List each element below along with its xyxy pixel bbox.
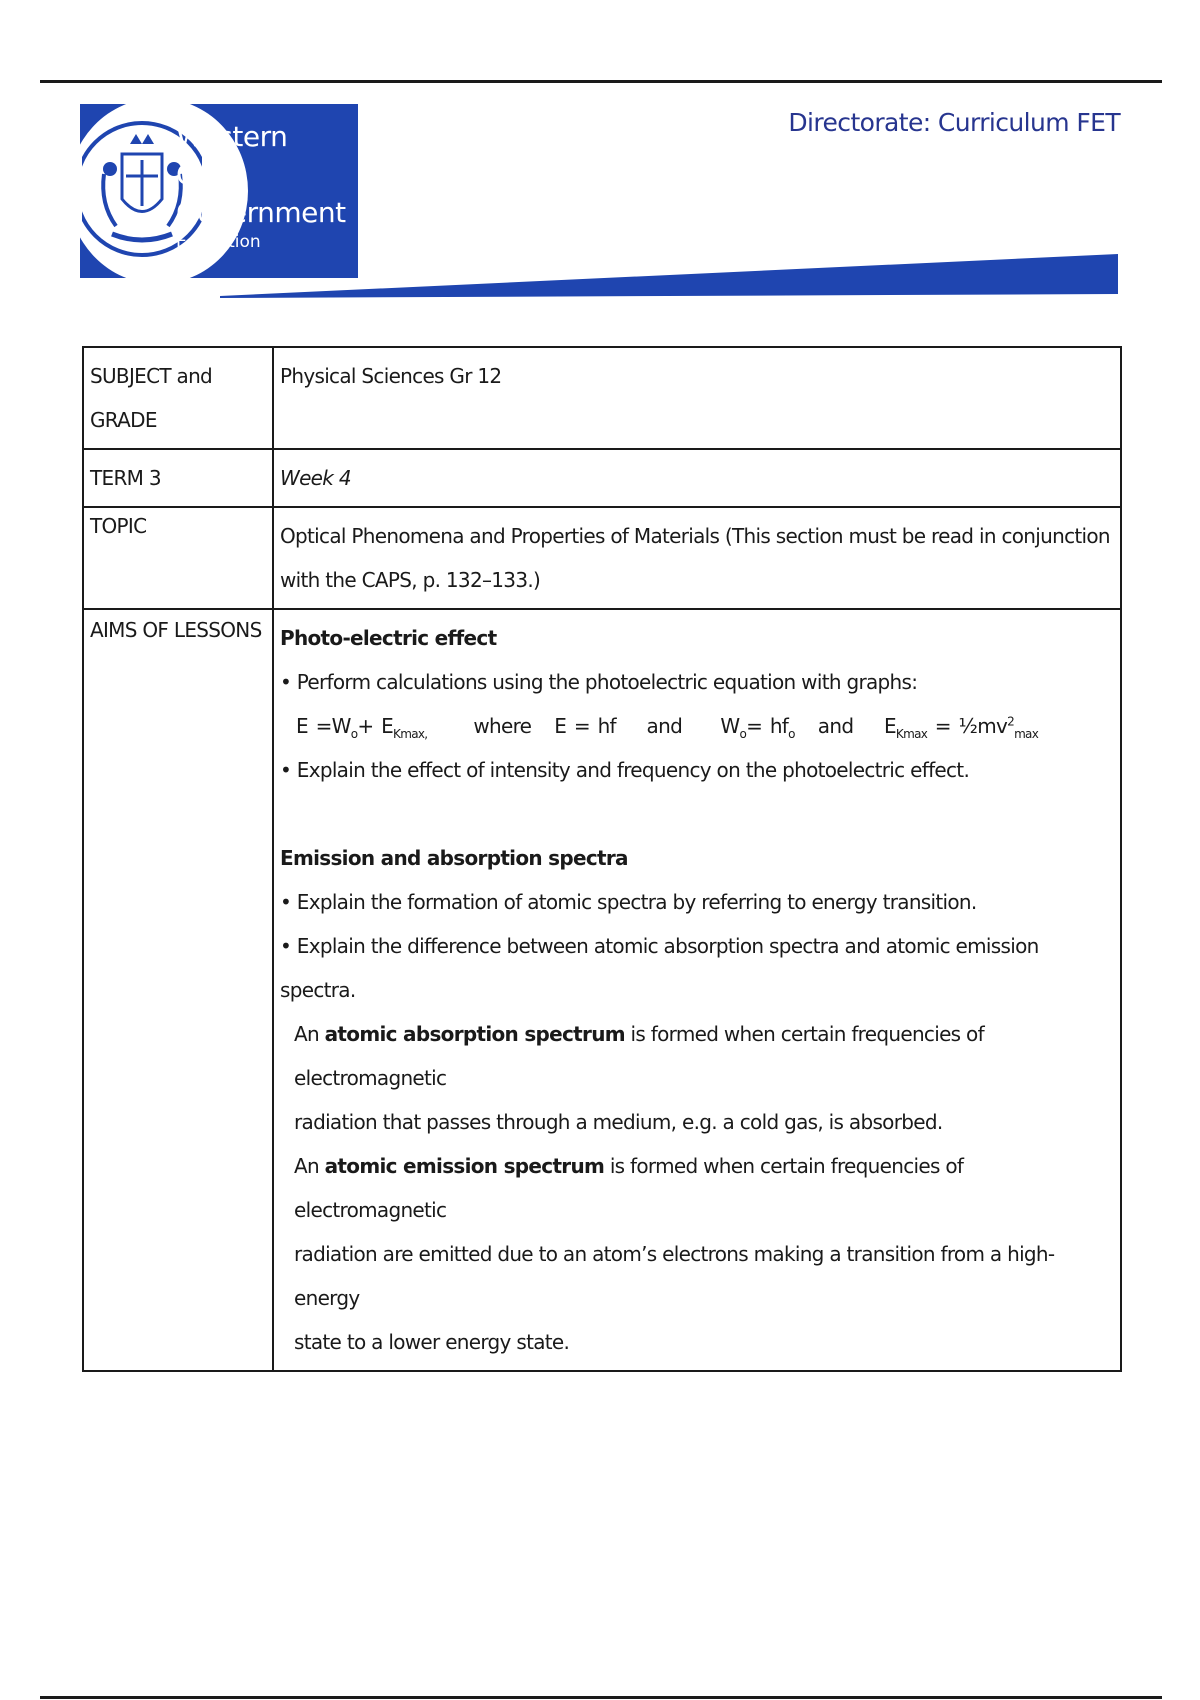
aims-label: AIMS OF LESSONS bbox=[83, 609, 273, 1371]
eq-and: and bbox=[817, 714, 854, 738]
eq-part: = ½mv bbox=[934, 714, 1008, 738]
logo-title bbox=[176, 118, 358, 232]
absorption-term: atomic absorption spectrum bbox=[324, 1022, 625, 1046]
eq-part: E = hf bbox=[554, 714, 616, 738]
eq-and: and bbox=[646, 714, 683, 738]
eq-where: where bbox=[473, 714, 532, 738]
eq-part: + E bbox=[357, 714, 394, 738]
absorption-definition bbox=[280, 1012, 1114, 1100]
term-label: TERM 3 bbox=[83, 449, 273, 507]
emission-line-2: radiation are emitted due to an atom’s electrons making a transition from a high-energy bbox=[294, 1242, 1055, 1310]
header-swoosh bbox=[220, 250, 1120, 300]
top-rule bbox=[40, 80, 1162, 83]
emission-definition bbox=[280, 1144, 1114, 1232]
subject-value: Physical Sciences Gr 12 bbox=[273, 347, 1121, 449]
spectra-heading: Emission and absorption spectra bbox=[280, 846, 628, 870]
topic-value: Optical Phenomena and Properties of Materials (This section must be read in conjunction with the CAPS, p. 132–133.) bbox=[273, 507, 1121, 609]
table-row bbox=[83, 609, 1121, 1371]
emission-an: An bbox=[294, 1154, 325, 1178]
aims-content bbox=[273, 609, 1121, 1371]
absorption-an: An bbox=[294, 1022, 325, 1046]
photo-heading: Photo-electric effect bbox=[280, 626, 497, 650]
photo-bullet-2: • Explain the effect of intensity and frequency on the photoelectric effect. bbox=[280, 758, 970, 782]
eq-part: E bbox=[883, 714, 896, 738]
eq-part: W bbox=[720, 714, 740, 738]
eq-sup: 2 bbox=[1007, 714, 1015, 729]
subject-label: SUBJECT and GRADE bbox=[83, 347, 273, 449]
eq-sub: max bbox=[1014, 727, 1039, 741]
absorption-line-1: is formed when certain frequencies of electromagnetic bbox=[294, 1022, 984, 1090]
spacer bbox=[280, 792, 1114, 836]
absorption-line-2: radiation that passes through a medium, e.g. a cold gas, is absorbed. bbox=[294, 1110, 943, 1134]
emission-line-1: is formed when certain frequencies of electromagnetic bbox=[294, 1154, 964, 1222]
emission-term: atomic emission spectrum bbox=[324, 1154, 605, 1178]
logo-line2: Government bbox=[176, 196, 346, 229]
term-value: Week 4 bbox=[273, 449, 1121, 507]
eq-sub: o bbox=[788, 727, 795, 741]
table-row bbox=[83, 507, 1121, 609]
logo-subline: Education bbox=[176, 232, 261, 252]
emission-line-3: state to a lower energy state. bbox=[294, 1330, 570, 1354]
table-row bbox=[83, 347, 1121, 449]
photoelectric-equation bbox=[280, 704, 1114, 748]
spectra-bullet-1: • Explain the formation of atomic spectra by referring to energy transition. bbox=[280, 890, 977, 914]
eq-sub: Kmax, bbox=[393, 727, 428, 741]
spectra-bullet-2: • Explain the difference between atomic absorption spectra and atomic emission spectra. bbox=[280, 934, 1039, 1002]
logo-line1: Western Cape bbox=[176, 120, 288, 191]
topic-label: TOPIC bbox=[83, 507, 273, 609]
eq-sub: o bbox=[739, 727, 747, 741]
eq-sub: Kmax bbox=[895, 727, 928, 741]
eq-part: E =W bbox=[296, 714, 351, 738]
eq-sub: o bbox=[350, 727, 358, 741]
table-row bbox=[83, 449, 1121, 507]
directorate-title: Directorate: Curriculum FET bbox=[788, 108, 1120, 137]
bottom-rule bbox=[40, 1696, 1162, 1699]
eq-part: = hf bbox=[746, 714, 789, 738]
photo-bullet-1: • Perform calculations using the photoelectric equation with graphs: bbox=[280, 670, 918, 694]
lesson-info-table bbox=[82, 346, 1122, 1372]
